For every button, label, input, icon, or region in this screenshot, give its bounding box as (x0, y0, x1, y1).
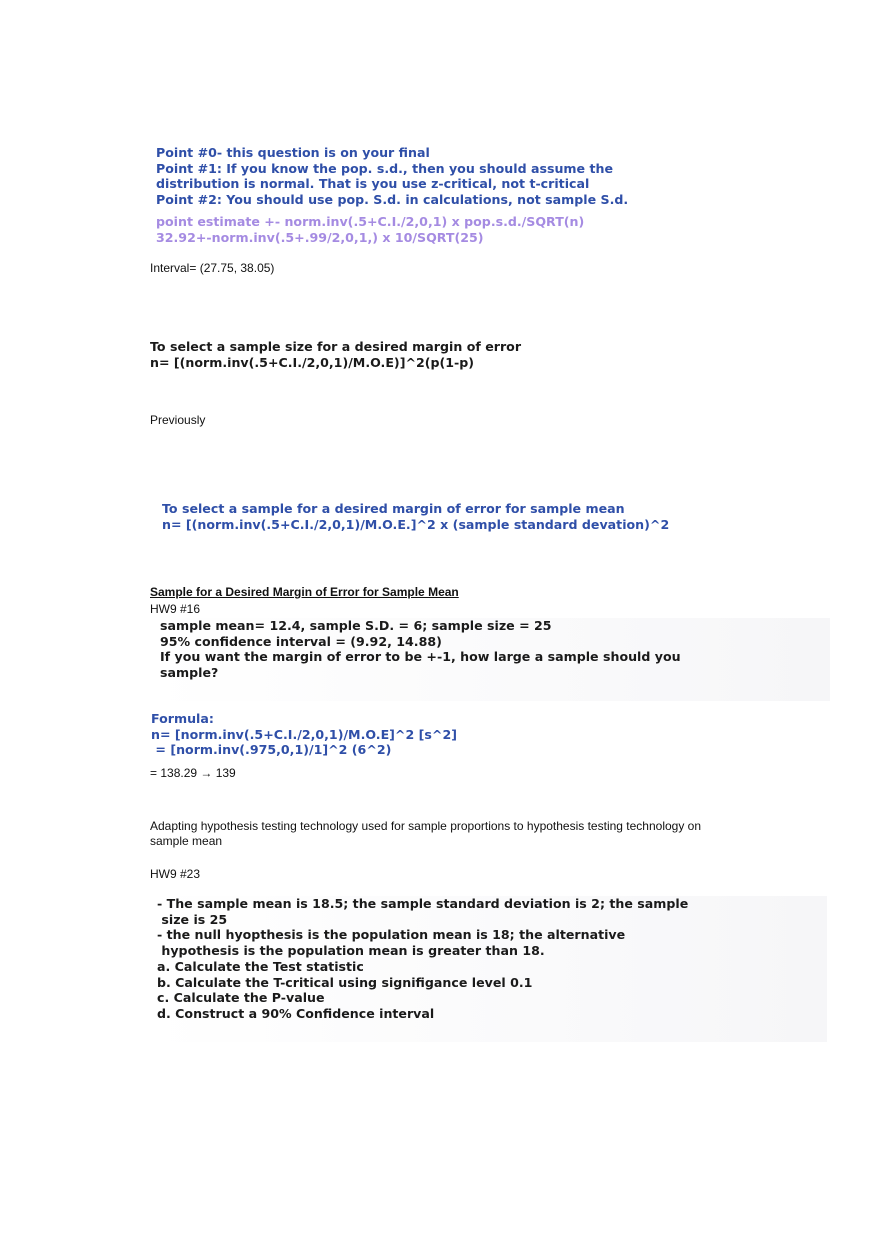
text-line: To select a sample for a desired margin of error for sample mean (162, 501, 625, 516)
formula-line: 32.92+-norm.inv(.5+.99/2,0,1,) x 10/SQRT(25) (156, 229, 484, 245)
formula-image (151, 711, 457, 758)
previously-text: Previously (150, 413, 206, 427)
text-line: sample? (160, 665, 219, 681)
hw-label: HW9 #23 (150, 867, 201, 881)
text-line: - The sample mean is 18.5; the sample standard deviation is 2; the sample (157, 896, 689, 911)
text-line: - the null hyopthesis is the population mean is 18; the alternative (157, 927, 626, 943)
text-line: 95% confidence interval = (9.92, 14.88) (160, 633, 442, 649)
paragraph-line: sample mean (150, 834, 223, 848)
text-line: size is 25 (157, 911, 228, 927)
text-line: Point #2: You should use pop. S.d. in calculations, not sample S.d. (156, 192, 629, 208)
text-line: b. Calculate the T-critical using signifigance level 0.1 (157, 974, 533, 990)
text-line: = [norm.inv(.975,0,1)/1]^2 (6^2) (151, 742, 392, 758)
interval-text: Interval= (27.75, 38.05) (150, 261, 275, 275)
text-line: sample mean= 12.4, sample S.D. = 6; sample size = 25 (160, 618, 552, 633)
text-line: Formula: (151, 711, 214, 726)
hw-label: HW9 #16 (150, 602, 201, 616)
text-line: n= [(norm.inv(.5+C.I./2,0,1)/M.O.E.]^2 x (sample standard devation)^2 (162, 516, 670, 532)
formula-line: point estimate +- norm.inv(.5+C.I./2,0,1) x pop.s.d./SQRT(n) (156, 213, 585, 229)
text-line: hypothesis is the population mean is greater than 18. (157, 943, 545, 959)
points-image (156, 145, 628, 245)
section-heading: Sample for a Desired Margin of Error for Sample Mean (150, 585, 459, 599)
sample-size-image (150, 339, 521, 370)
text-line: distribution is normal. That is you use z-critical, not t-critical (156, 176, 590, 192)
text-line: a. Calculate the Test statistic (157, 958, 364, 974)
result-text: = 138.29 → 139 (150, 766, 236, 780)
text-line: c. Calculate the P-value (157, 990, 325, 1006)
text-line: d. Construct a 90% Confidence interval (157, 1005, 435, 1021)
text-line: n= [norm.inv(.5+C.I./2,0,1)/M.O.E]^2 [s^2] (151, 726, 457, 742)
text-line: Point #1: If you know the pop. s.d., then you should assume the (156, 160, 614, 176)
paragraph-line: Adapting hypothesis testing technology used for sample proportions to hypothesis testing technology on (150, 819, 702, 833)
text-line: If you want the margin of error to be +-1, how large a sample should you (160, 649, 681, 665)
text-line: Point #0- this question is on your final (156, 145, 430, 160)
hw16-problem-image (150, 618, 830, 701)
hw23-problem-image (150, 896, 827, 1042)
text-line: To select a sample size for a desired margin of error (150, 339, 522, 354)
sample-mean-formula-image (162, 501, 669, 532)
text-line: n= [(norm.inv(.5+C.I./2,0,1)/M.O.E)]^2(p(1-p) (150, 354, 475, 370)
